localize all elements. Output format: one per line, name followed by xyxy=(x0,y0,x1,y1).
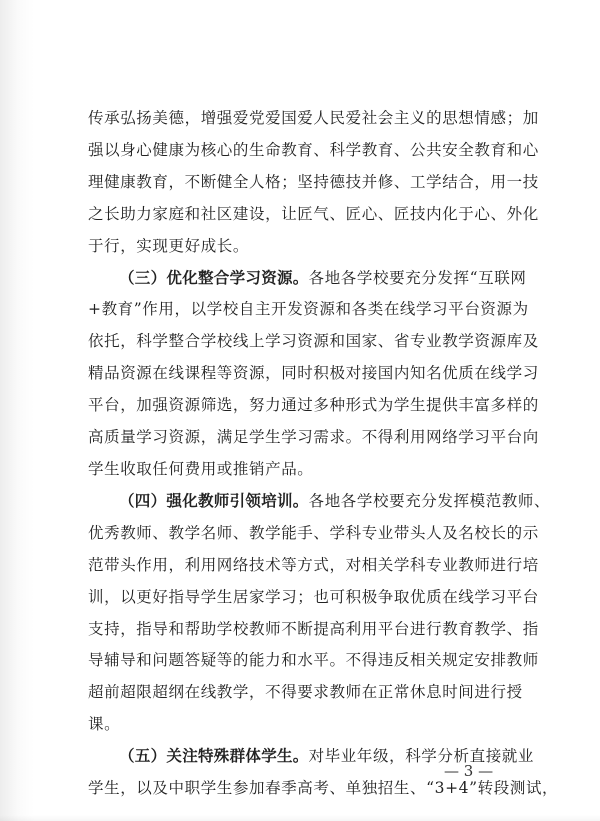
text-run: 对毕业年级，科学分析直接就业 xyxy=(308,747,535,766)
document-body xyxy=(88,103,559,805)
section-heading-5: （五）关注特殊群体学生。 xyxy=(119,747,309,766)
text-line: 于行，实现更好成长。 xyxy=(88,236,250,255)
text-line: 强以身心健康为核心的生命教育、科学教育、公共安全教育和心 xyxy=(88,140,539,159)
text-line: 理健康教育，不断健全人格；坚持德技并修、工学结合，用一技 xyxy=(88,172,539,191)
paragraph-first-line xyxy=(88,486,551,518)
text-line: 支持，指导和帮助学校教师不断提高利用平台进行教育教学、指 xyxy=(88,619,539,638)
text-line: 导辅导和问题答疑等的能力和水平。不得违反相关规定安排教师 xyxy=(88,651,539,670)
text-line: 训，以更好指导学生居家学习；也可积极争取优质在线学习平台 xyxy=(88,587,539,606)
page-edge-shadow xyxy=(0,815,600,821)
section-heading-4: （四）强化教师引领培训。 xyxy=(119,491,309,510)
section-heading-3: （三）优化整合学习资源。 xyxy=(119,268,309,287)
text-line: 超前超限超纲在线教学，不得要求教师在正常休息时间进行授 xyxy=(88,683,523,702)
page-number: — 3 — xyxy=(444,762,494,780)
paragraph-2 xyxy=(88,263,539,486)
text-line: +教育”作用，以学校自主开发资源和各类在线学习平台资源为 xyxy=(88,300,529,319)
text-line: 高质量学习资源，满足学生学习需求。不得利用网络学习平台向 xyxy=(88,428,539,447)
paragraph-3 xyxy=(88,486,551,741)
text-line: 平台，加强资源筛选，努力通过多种形式为学生提供丰富多样的 xyxy=(88,396,539,415)
text-run: 各地各学校要充分发挥模范教师、 xyxy=(308,491,551,510)
text-run: 各地各学校要充分发挥“互联网 xyxy=(308,268,527,287)
text-line: 传承弘扬美德，增强爱党爱国爱人民爱社会主义的思想情感；加 xyxy=(88,109,539,127)
paragraph-first-line xyxy=(88,263,527,295)
text-line: 优秀教师、教学名师、教学能手、学科专业带头人及名校长的示 xyxy=(88,523,539,542)
text-line: 之长助力家庭和社区建设，让匠气、匠心、匠技内化于心、外化 xyxy=(88,204,539,223)
text-line: 课。 xyxy=(88,715,121,734)
text-line: 学生，以及中职学生参加春季高考、单独招生、“3+4”转段测试， xyxy=(88,779,559,798)
text-line: 精品资源在线课程等资源，同时积极对接国内知名优质在线学习 xyxy=(88,364,539,383)
text-line: 依托，科学整合学校线上学习资源和国家、省专业教学资源库及 xyxy=(88,332,539,351)
text-line: 学生收取任何费用或推销产品。 xyxy=(88,459,314,478)
paragraph-1 xyxy=(88,103,539,263)
text-line: 范带头作用，利用网络技术等方式，对相关学科专业教师进行培 xyxy=(88,555,539,574)
